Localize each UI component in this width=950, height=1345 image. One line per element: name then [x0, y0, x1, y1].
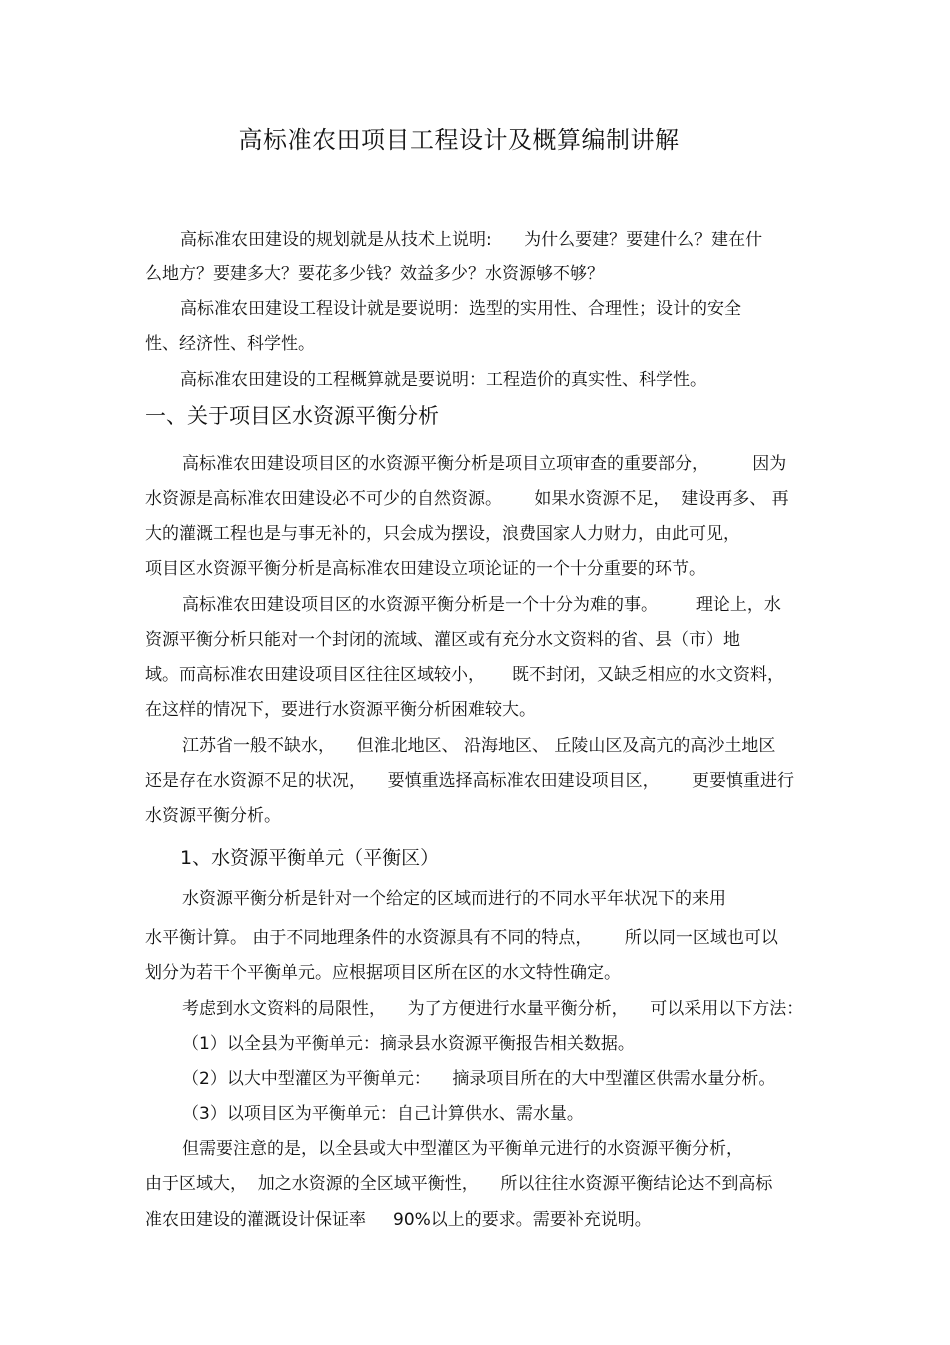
- paragraph-line: 域。而高标准农田建设项目区往往区域较小， 既不封闭，又缺乏相应的水文资料，: [145, 665, 785, 685]
- paragraph-line: 么地方？要建多大？要花多少钱？效益多少？水资源够不够？: [145, 264, 604, 284]
- paragraph-line: 但需要注意的是，以全县或大中型灌区为平衡单元进行的水资源平衡分析，: [182, 1139, 743, 1159]
- paragraph-line: 项目区水资源平衡分析是高标准农田建设立项论证的一个十分重要的环节。: [145, 559, 706, 579]
- paragraph-line: 资源平衡分析只能对一个封闭的流域、灌区或有充分水文资料的省、县（市）地: [145, 630, 740, 650]
- paragraph-line: 大的灌溉工程也是与事无补的，只会成为摆设，浪费国家人力财力，由此可见，: [145, 524, 740, 544]
- document-title: 高标准农田项目工程设计及概算编制讲解: [238, 126, 680, 154]
- paragraph-line: 高标准农田建设项目区的水资源平衡分析是项目立项审查的重要部分， 因为: [182, 454, 787, 474]
- paragraph-line: 划分为若干个平衡单元。应根据项目区所在区的水文特性确定。: [145, 963, 621, 983]
- list-item: （2）以大中型灌区为平衡单元： 摘录项目所在的大中型灌区供需水量分析。: [182, 1069, 776, 1089]
- paragraph-line: 由于区域大， 加之水资源的全区域平衡性， 所以往往水资源平衡结论达不到高标: [145, 1174, 773, 1194]
- paragraph-line: 准农田建设的灌溉设计保证率 90%以上的要求。需要补充说明。: [145, 1210, 652, 1230]
- paragraph-line: 水资源平衡分析。: [145, 806, 281, 826]
- paragraph-line: 还是存在水资源不足的状况， 要慎重选择高标准农田建设项目区， 更要慎重进行: [145, 771, 795, 791]
- section-heading: 一、关于项目区水资源平衡分析: [145, 404, 439, 428]
- list-item: （1）以全县为平衡单元：摘录县水资源平衡报告相关数据。: [182, 1034, 635, 1054]
- paragraph-line: 考虑到水文资料的局限性， 为了方便进行水量平衡分析， 可以采用以下方法：: [182, 999, 804, 1019]
- paragraph-line: 在这样的情况下，要进行水资源平衡分析困难较大。: [145, 700, 536, 720]
- paragraph-line: 高标准农田建设的规划就是从技术上说明: 为什么要建？要建什么？建在什: [180, 230, 763, 250]
- paragraph-line: 性、经济性、科学性。: [145, 334, 315, 354]
- paragraph-line: 高标准农田建设工程设计就是要说明：选型的实用性、合理性；设计的安全: [180, 299, 741, 319]
- subsection-heading: 1、水资源平衡单元（平衡区）: [180, 847, 440, 869]
- paragraph-line: 江苏省一般不缺水， 但淮北地区、 沿海地区、 丘陵山区及高亢的高沙土地区: [182, 736, 776, 756]
- paragraph-line: 水资源是高标准农田建设必不可少的自然资源。 如果水资源不足， 建设再多、 再: [145, 489, 789, 509]
- paragraph-line: 高标准农田建设的工程概算就是要说明：工程造价的真实性、科学性。: [180, 370, 707, 390]
- paragraph-line: 水平衡计算。 由于不同地理条件的水资源具有不同的特点， 所以同一区域也可以: [145, 928, 778, 948]
- paragraph-line: 水资源平衡分析是针对一个给定的区域而进行的不同水平年状况下的来用: [182, 889, 726, 909]
- paragraph-line: 高标准农田建设项目区的水资源平衡分析是一个十分为难的事。 理论上，水: [182, 595, 781, 615]
- list-item: （3）以项目区为平衡单元：自己计算供水、需水量。: [182, 1104, 584, 1124]
